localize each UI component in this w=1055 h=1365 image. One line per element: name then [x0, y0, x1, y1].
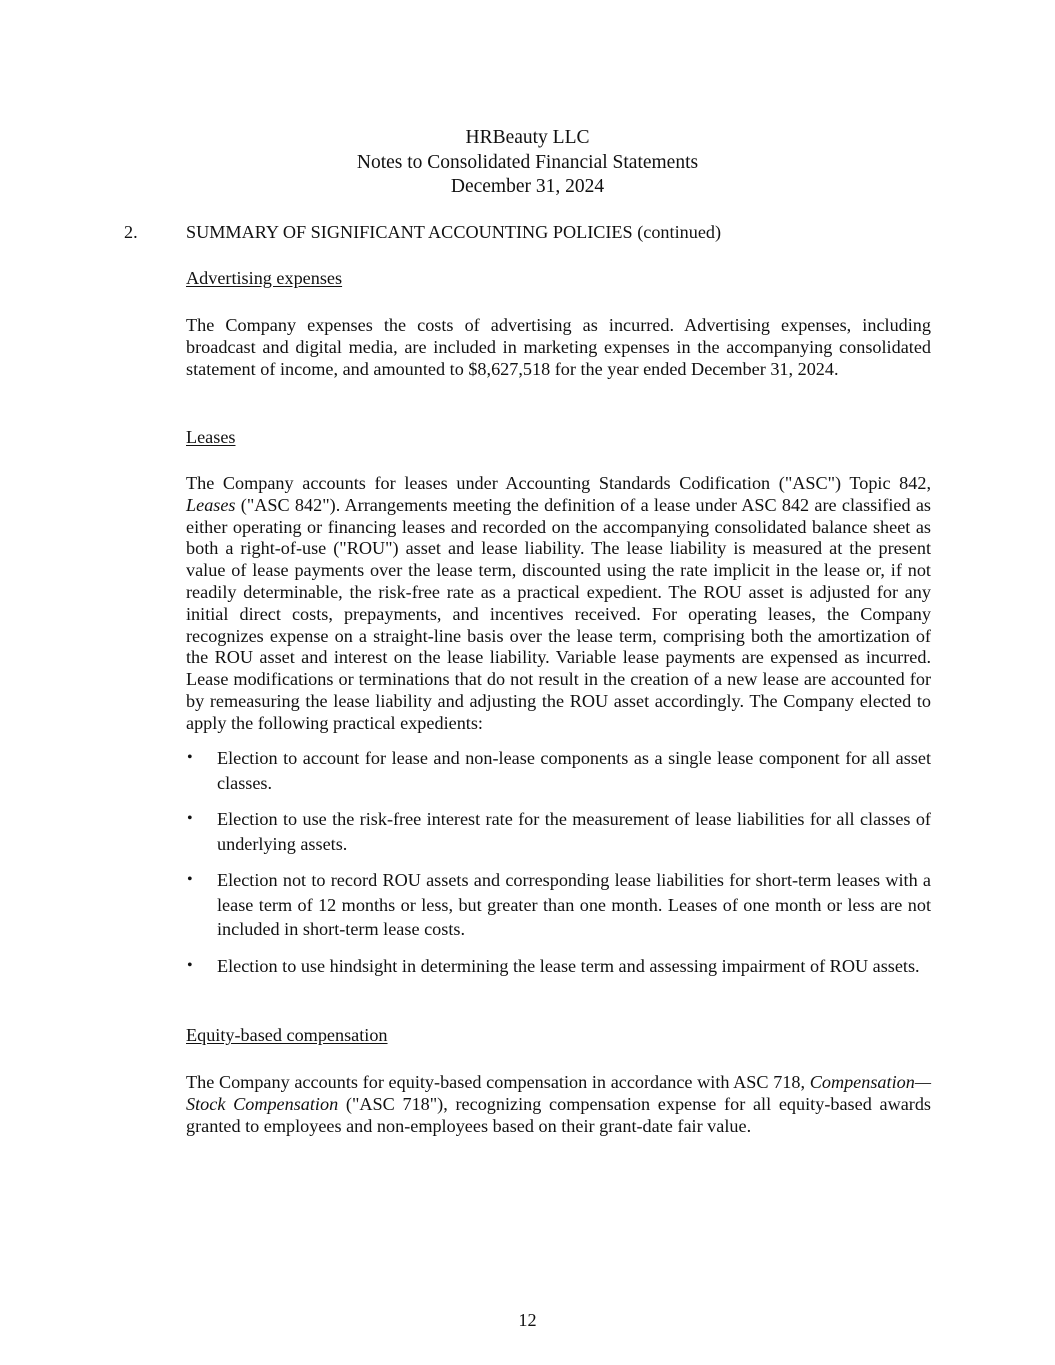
equity-italic-term: Compensation—Stock Compensation	[186, 1072, 931, 1114]
advertising-heading: Advertising expenses	[186, 268, 343, 288]
statement-date: December 31, 2024	[450, 176, 605, 197]
document-title: Notes to Consolidated Financial Statements	[356, 151, 699, 173]
bullet-icon: •	[187, 956, 193, 974]
list-item	[186, 807, 931, 856]
list-item-text: Election to account for lease and non-lease components as a single lease component for all asset classes.	[217, 748, 931, 793]
bullet-icon: •	[187, 749, 193, 766]
list-item	[186, 868, 931, 942]
bullet-icon: •	[187, 871, 193, 888]
equity-paragraph	[186, 1072, 931, 1137]
section-number: 2.	[124, 222, 138, 242]
leases-heading: Leases	[186, 427, 236, 447]
list-item-text: Election to use hindsight in determining the lease term and assessing impairment of ROU assets.	[217, 955, 920, 976]
leases-section	[186, 427, 931, 449]
equity-heading: Equity-based compensation	[186, 1025, 388, 1045]
bullet-icon: •	[187, 810, 193, 827]
leases-text-part1: The Company accounts for leases under Accounting Standards Codification ("ASC") Topic 842,	[186, 473, 931, 493]
list-item-text: Election not to record ROU assets and corresponding lease liabilities for short-term leases with a lease term of 12 months or less, but greater than one month. Leases of one month or less are not included in short-term lease costs.	[217, 870, 931, 939]
document-header	[0, 126, 1055, 200]
list-item	[186, 746, 931, 795]
equity-text-part2: ("ASC 718"), recognizing compensation expense for all equity-based awards granted to employees and non-employees based on their grant-date fair value.	[186, 1093, 932, 1136]
equity-section	[186, 1025, 931, 1047]
advertising-section	[186, 268, 931, 290]
list-item-text: Election to use the risk-free interest rate for the measurement of lease liabilities for all classes of underlying assets.	[217, 809, 931, 854]
list-item	[186, 954, 931, 979]
company-name: HRBeauty LLC	[465, 127, 590, 148]
leases-body	[186, 473, 931, 735]
advertising-paragraph: The Company expenses the costs of advertising as incurred. Advertising expenses, including broadcast and digital media, are included in marketing expenses in the accompanying consolidated statement of income, and amounted to $8,627,518 for the year ended December 31, 2024.	[186, 315, 931, 379]
equity-body	[186, 1072, 931, 1137]
leases-expedients-list	[186, 746, 931, 990]
advertising-body	[186, 315, 931, 380]
leases-paragraph	[186, 473, 931, 735]
section-title: SUMMARY OF SIGNIFICANT ACCOUNTING POLICIES (continued)	[186, 222, 722, 242]
equity-text-part1: The Company accounts for equity-based compensation in accordance with ASC 718,	[186, 1072, 806, 1092]
leases-italic-term: Leases	[186, 494, 236, 515]
bullet-list	[186, 746, 931, 978]
page-number: 12	[518, 1310, 537, 1330]
leases-text-part2: ("ASC 842"). Arrangements meeting the definition of a lease under ASC 842 are classified as either operating or financing leases and recorded on the accompanying consolidated balance sheet as both a right-of-use ("ROU") asset and lease liability. The lease liability is measured at the present value of lease payments over the lease term, discounted using the rate implicit in the lease or, if not readily determinable, the risk-free rate as a practical expedient. The ROU asset is adjusted for any initial direct costs, prepayments, and incentives received. For operating leases, the Company recognizes expense on a straight-line basis over the lease term, comprising both the amortization of the ROU asset and interest on the lease liability. Variable lease payments are expensed as incurred. Lease modifications or terminations that do not result in the creation of a new lease are accounted for by remeasuring the lease liability and adjusting the ROU asset accordingly. The Company elected to apply the following practical expedients:	[186, 494, 932, 733]
